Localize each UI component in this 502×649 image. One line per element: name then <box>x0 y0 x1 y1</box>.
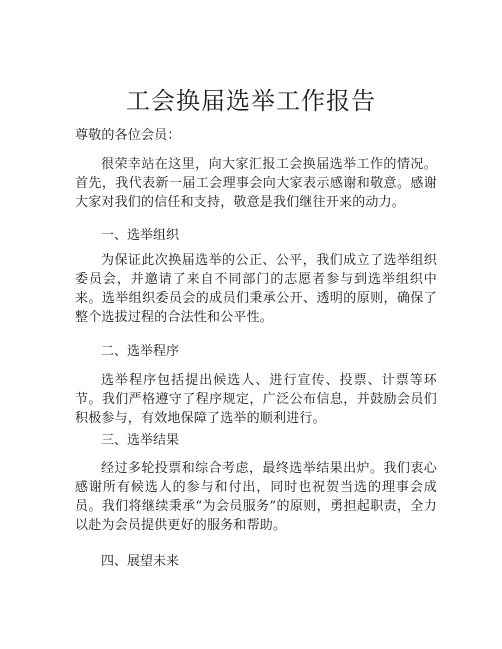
section-heading-organization: 一、选举组织 <box>101 228 180 243</box>
document-title: 工会换届选举工作报告 <box>126 87 376 115</box>
section-body-results: 经过多轮投票和综合考虑，最终选举结果出炉。我们衷心感谢所有候选人的参与和付出，同时也祝贺当选的理事会成员。我们将继续秉承“为会员服务”的原则，勇担起职责，全力以赴为会员提供更好的服务和帮助。 <box>75 461 437 533</box>
section-heading-results: 三、选举结果 <box>101 433 180 448</box>
intro-paragraph: 很荣幸站在这里，向大家汇报工会换届选举工作的情况。首先，我代表新一届工会理事会向大家表示感谢和敬意。感谢大家对我们的信任和支持，敬意是我们继往开来的动力。 <box>75 157 437 210</box>
salutation: 尊敬的各位会员： <box>75 128 181 143</box>
section-body-procedure: 选举程序包括提出候选人、进行宣传、投票、计票等环节。我们严格遵守了程序规定，广泛公布信息，并鼓励会员们积极参与，有效地保障了选举的顺利进行。 <box>75 373 437 426</box>
section-heading-future: 四、展望未来 <box>101 554 180 569</box>
section-body-organization: 为保证此次换届选举的公正、公平，我们成立了选举组织委员会，并邀请了来自不同部门的志愿者参与到选举组织中来。选举组织委员会的成员们秉承公开、透明的原则，确保了整个选拔过程的合法性和公平性。 <box>75 253 437 325</box>
section-heading-procedure: 二、选举程序 <box>101 344 180 359</box>
